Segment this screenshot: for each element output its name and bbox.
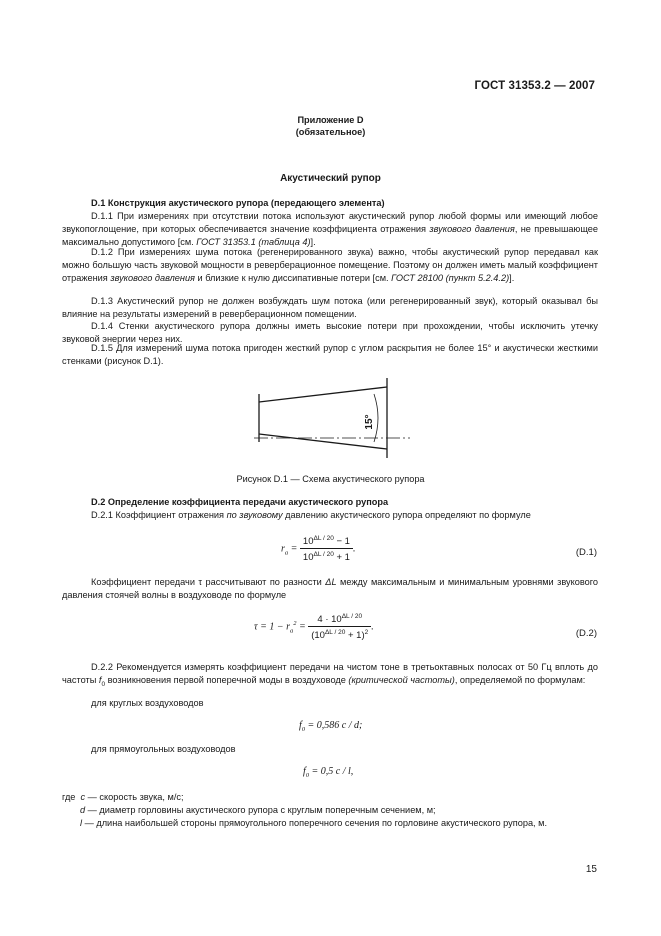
d1-paragraph-4: D.1.4 Стенки акустического рупора должны иметь высокие потери при прохождении, чтобы исключить утечку звуковой энергии через них. (62, 321, 598, 344)
equation-round: $f_0 = 0,586$ c / d; (299, 720, 363, 733)
rect-duct-label: для прямоугольных воздуховодов (91, 744, 236, 754)
d1-paragraph-5: D.1.5 Для измерений шума потока пригоден жесткий рупор с углом раскрытия не более 15° и акустически жесткими стенками (рисунок D.1). (62, 343, 598, 366)
eq1-fraction: $\frac{10^{\Delta L / 20} - 1}{10^{\Delta L / 20} + 1}$ (300, 535, 353, 563)
d1-heading: D.1 Конструкция акустического рупора (передающего элемента) (91, 198, 385, 208)
round-duct-label: для круглых воздуховодов (91, 698, 204, 708)
d2-paragraph-1: D.2.1 Коэффициент отражения по звуковому давлению акустического рупора определяют по формуле (91, 510, 531, 520)
d1-paragraph-2: D.1.2 При измерениях шума потока (регенерированного звука) важно, чтобы акустический рупор передавал как можно большую часть звуковой мощности в реверберационное помещение. Поэтому он должен иметь малый коэффициент отражения звукового давления и близкие к нулю диссипативные потери [см. ГОСТ 28100 (пункт 5.2.4.2)]. (62, 247, 598, 283)
angle-label: 15° (364, 414, 375, 430)
d2-paragraph-2: Коэффициент передачи τ рассчитывают по разности ΔL между максимальным и минимальным уровнями звукового давления стоячей волны в воздуховоде по формуле (62, 577, 598, 600)
equation-d1-number: (D.1) (575, 547, 597, 558)
page-number: 15 (585, 864, 597, 875)
eq1-lhs: r (281, 543, 285, 555)
equation-d1: $r_a$ = $\frac{10^{\Delta L / 20} - 1}{10^{\Delta L / 20} + 1}$ . (281, 535, 356, 564)
equation-d2: $\tau = 1 - r_a^2$ = $\frac{4 \cdot 10^{\Delta L / 20}}{(10^{\Delta L / 20} + 1)^2}$ . (254, 613, 374, 642)
eq2-fraction: $\frac{4 \cdot 10^{\Delta L / 20}}{(10^{\Delta L / 20} + 1)^2}$ (308, 613, 371, 641)
standard-header: ГОСТ 31353.2 — 2007 (474, 80, 595, 92)
figure-caption: Рисунок D.1 — Схема акустического рупора (236, 474, 425, 484)
section-title: Акустический рупор (280, 173, 381, 184)
appendix-title: Приложение D (297, 115, 364, 125)
where-line-d: d — диаметр горловины акустического рупора с круглым поперечным сечением, м; (80, 805, 436, 815)
horn-upper-wall (259, 387, 387, 402)
horn-diagram (250, 378, 420, 458)
where-line-c: где c — скорость звука, м/с; (62, 792, 184, 802)
d1-paragraph-3: D.1.3 Акустический рупор не должен возбуждать шум потока (или регенерированный звук), который оказывал бы влияние на результаты измерений в реверберационном помещении. (62, 296, 598, 319)
where-line-l: l — длина наибольшей стороны прямоугольного поперечного сечения по горловине акустического рупора, м. (80, 818, 548, 828)
d1-paragraph-1: D.1.1 При измерениях при отсутствии потока используют акустический рупор любой формы или имеющий любое звукопоглощение, при которых обеспечивается значение коэффициента отражения звукового давления, не превышающее максимально допустимого [см. ГОСТ 31353.1 (таблица 4)]. (62, 211, 598, 247)
horn-lower-wall (259, 434, 387, 449)
equation-rect: $f_0 = 0,5$ c / l, (303, 766, 354, 779)
d2-paragraph-3: D.2.2 Рекомендуется измерять коэффициент передачи на чистом тоне в третьоктавных полосах от 50 Гц вплоть до частоты $f_0$ возникновения первой поперечной моды в воздуховоде (критической частоты), определяемой по формулам: (62, 662, 598, 688)
d2-heading: D.2 Определение коэффициента передачи акустического рупора (91, 497, 389, 507)
equation-d2-number: (D.2) (575, 628, 597, 639)
appendix-status: (обязательное) (295, 127, 366, 137)
